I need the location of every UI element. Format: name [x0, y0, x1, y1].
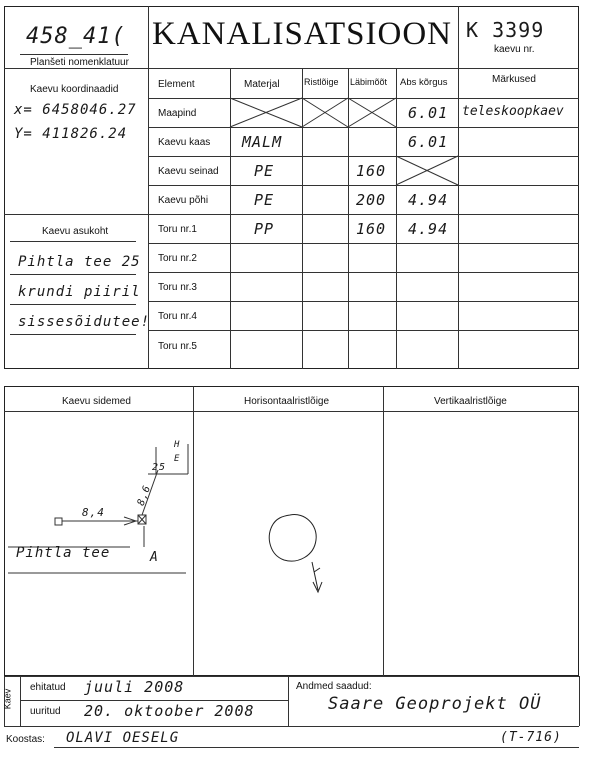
page-title: KANALISATSIOON [152, 16, 452, 52]
row-diameter: 160 [356, 220, 387, 238]
source-label: Andmed saadud: [296, 681, 372, 692]
he-e: E [174, 454, 181, 464]
dim-25: 25 [152, 462, 167, 473]
divider [288, 676, 289, 726]
header-abs: Abs kõrgus [400, 77, 448, 88]
row-element: Toru nr.3 [158, 282, 197, 293]
header-diameter: Läbimõõt [350, 77, 388, 87]
street-name: Pihtla tee [16, 545, 111, 561]
location-line-1: Pihtla tee 25 [18, 254, 141, 270]
location-line-2: krundi piiril [18, 284, 141, 300]
well-number: K 3399 [466, 18, 545, 42]
coordinates-label: Kaevu koordinaadid [30, 84, 119, 95]
row-material: PP [254, 220, 275, 238]
surveyed-value: 20. oktoober 2008 [84, 702, 255, 720]
row-element: Toru nr.1 [158, 224, 197, 235]
row-abs: 6.01 [408, 133, 449, 151]
divider [579, 676, 580, 726]
source-value: Saare Geoprojekt OÜ [328, 694, 542, 714]
row-element: Toru nr.4 [158, 311, 197, 322]
dim-84: 8,4 [82, 506, 105, 519]
row-element: Maapind [158, 108, 197, 119]
row-diameter: 200 [356, 191, 387, 209]
coordinate-x: x= 6458046.27 [14, 102, 137, 118]
header-material: Materjal [244, 79, 280, 90]
reference-code: (T-716) [500, 730, 562, 745]
row-material: PE [254, 162, 275, 180]
row-element: Kaevu põhi [158, 195, 209, 206]
header-element: Element [158, 79, 195, 90]
built-label: ehitatud [30, 682, 66, 693]
row-abs: 4.94 [408, 220, 449, 238]
row-notes: teleskoopkaev [462, 104, 564, 119]
location-line-3: sissesõidutee! [18, 314, 151, 330]
row-element: Kaevu kaas [158, 137, 211, 148]
sheet-code: 458_41( [26, 24, 126, 49]
row-element: Kaevu seinad [158, 166, 219, 177]
row-abs: 4.94 [408, 191, 449, 209]
divider [54, 747, 579, 748]
sheet-label: Planšeti nomenklatuur [30, 57, 129, 68]
divider [4, 676, 579, 677]
divider [4, 726, 579, 727]
location-label: Kaevu asukoht [42, 226, 109, 237]
letter-a: A [150, 550, 159, 565]
header-section: Ristlõige [304, 77, 339, 87]
side-label: Kaev [2, 688, 13, 710]
row-element: Toru nr.5 [158, 341, 197, 352]
row-diameter: 160 [356, 162, 387, 180]
row-material: MALM [242, 133, 283, 151]
row-element: Toru nr.2 [158, 253, 197, 264]
he-h: H [174, 440, 181, 450]
coordinate-y: Y= 411826.24 [14, 126, 128, 142]
divider [20, 700, 288, 701]
panel-title-horizontal: Horisontaalristlõige [244, 396, 330, 407]
header-notes: Märkused [492, 74, 536, 85]
surveyed-label: uuritud [30, 706, 61, 717]
compiler-value: OLAVI OESELG [66, 730, 180, 746]
row-abs: 6.01 [408, 104, 449, 122]
well-number-label: kaevu nr. [494, 44, 535, 55]
row-material: PE [254, 191, 275, 209]
dim-86: 8,6 [135, 483, 154, 508]
panel-title-vertical: Vertikaalristlõige [434, 396, 507, 407]
built-value: juuli 2008 [84, 678, 185, 696]
panel-title-connections: Kaevu sidemed [62, 396, 131, 407]
compiler-label: Koostas: [6, 734, 45, 745]
divider [20, 676, 21, 726]
